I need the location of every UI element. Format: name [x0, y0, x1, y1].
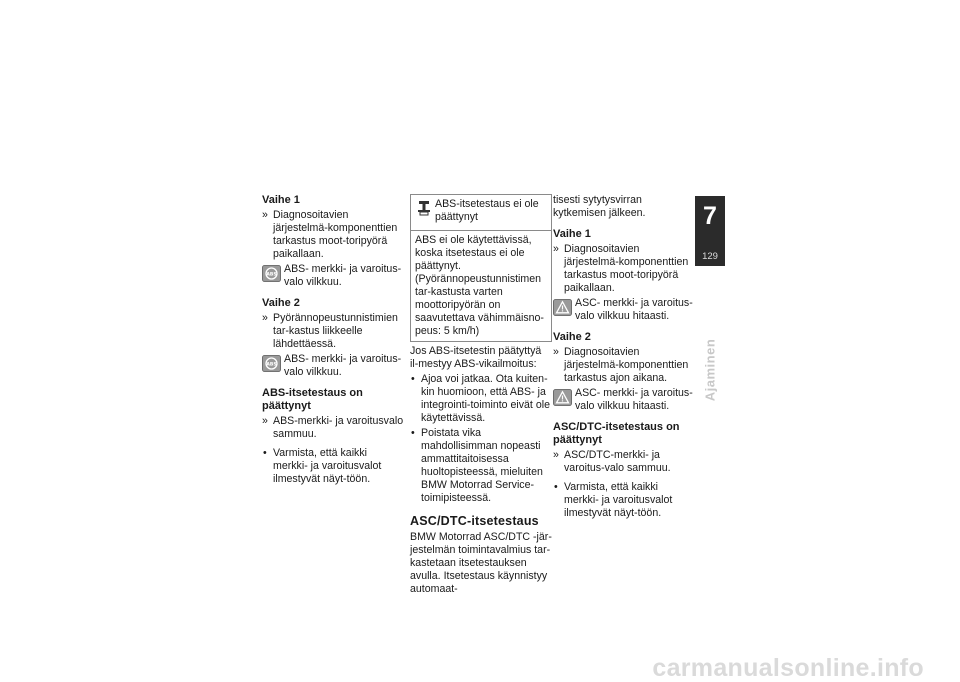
result-text: ASC- merkki- ja varoitus-valo vilkkuu hitaasti.	[575, 387, 693, 412]
bullet-item: • Varmista, että kaikki merkki- ja varoitusvalot ilmestyvät näyt-töön.	[553, 481, 695, 520]
result-text: ASC- merkki- ja varoitus-valo vilkkuu hitaasti.	[575, 297, 693, 322]
result-item	[553, 387, 695, 413]
asc-warning-triangle-icon	[553, 299, 572, 316]
abs-warning-light-icon	[262, 355, 281, 372]
asc-warning-triangle-icon	[553, 389, 572, 406]
step-text: » Pyörännopeustunnistimien tar-kastus liikkeelle lähdettäessä.	[262, 312, 404, 351]
result-item	[262, 353, 404, 379]
column-3	[553, 194, 695, 522]
paragraph: tisesti sytytysvirran kytkemisen jälkeen.	[553, 194, 646, 219]
watermark: carmanualsonline.info	[652, 654, 924, 682]
column-2	[410, 194, 552, 598]
step-text: » Diagnosoitavien järjestelmä-komponenttien tarkastus ajon aikana.	[553, 346, 695, 385]
heading-vaihe-1: Vaihe 1	[262, 194, 300, 206]
heading-abs-end: ABS-itsetestaus on päättynyt	[262, 387, 363, 412]
step-text: » Diagnosoitavien järjestelmä-komponenttien tarkastus moot-toripyörä paikallaan.	[262, 209, 404, 261]
step-text: » ASC/DTC-merkki- ja varoitus-valo sammuu.	[553, 449, 695, 475]
abs-warning-light-icon	[262, 265, 281, 282]
result-text: ABS- merkki- ja varoitus-valo vilkkuu.	[284, 263, 402, 288]
page-number: 129	[702, 251, 718, 262]
paragraph: BMW Motorrad ASC/DTC -jär-jestelmän toimintavalmius tar-kastetaan itsetestauksen avulla. Itsetestaus käynnistyy automaat-	[410, 531, 552, 595]
note-header	[411, 195, 551, 231]
chapter-tab	[695, 196, 725, 266]
heading-asc-end: ASC/DTC-itsetestaus on päättynyt	[553, 421, 680, 446]
paragraph: Jos ABS-itsetestin päätyttyä il-mestyy ABS-vikailmoitus:	[410, 345, 542, 370]
step-text: » Diagnosoitavien järjestelmä-komponenttien tarkastus moot-toripyörä paikallaan.	[553, 243, 695, 295]
section-heading: ASC/DTC-itsetestaus	[410, 514, 539, 528]
svg-text:ABS: ABS	[266, 362, 277, 368]
heading-vaihe-1: Vaihe 1	[553, 228, 591, 240]
result-item	[262, 263, 404, 289]
side-label	[700, 335, 720, 405]
note-body: ABS ei ole käytettävissä, koska itsetestaus ei ole päättynyt. (Pyörännopeustunnistimen tar-kastusta varten moottoripyörän on saavutettava vähimmäisno-peus: 5 km/h)	[415, 234, 544, 337]
step-text: » ABS-merkki- ja varoitusvalo sammuu.	[262, 415, 404, 441]
column-1	[262, 194, 404, 488]
bullet-item: • Ajoa voi jatkaa. Ota kuiten-kin huomioon, että ABS- ja integrointi-toiminto eivät ole käytettävissä.	[410, 373, 552, 425]
svg-text:ABS: ABS	[266, 272, 277, 278]
result-item	[553, 297, 695, 323]
note-title: ABS-itsetestaus ei ole päättynyt	[435, 198, 539, 223]
warning-note-icon	[417, 200, 431, 216]
side-label-text: Ajaminen	[702, 338, 718, 402]
bullet-item: • Varmista, että kaikki merkki- ja varoitusvalot ilmestyvät näyt-töön.	[262, 447, 404, 486]
warning-note	[410, 194, 552, 342]
heading-vaihe-2: Vaihe 2	[553, 331, 591, 343]
chapter-number: 7	[703, 202, 717, 230]
heading-vaihe-2: Vaihe 2	[262, 297, 300, 309]
result-text: ABS- merkki- ja varoitus-valo vilkkuu.	[284, 353, 402, 378]
bullet-item: • Poistata vika mahdollisimman nopeasti ammattitaitoisessa huoltopisteessä, mieluiten BMW Motorrad Service-toimipisteessä.	[410, 427, 552, 505]
